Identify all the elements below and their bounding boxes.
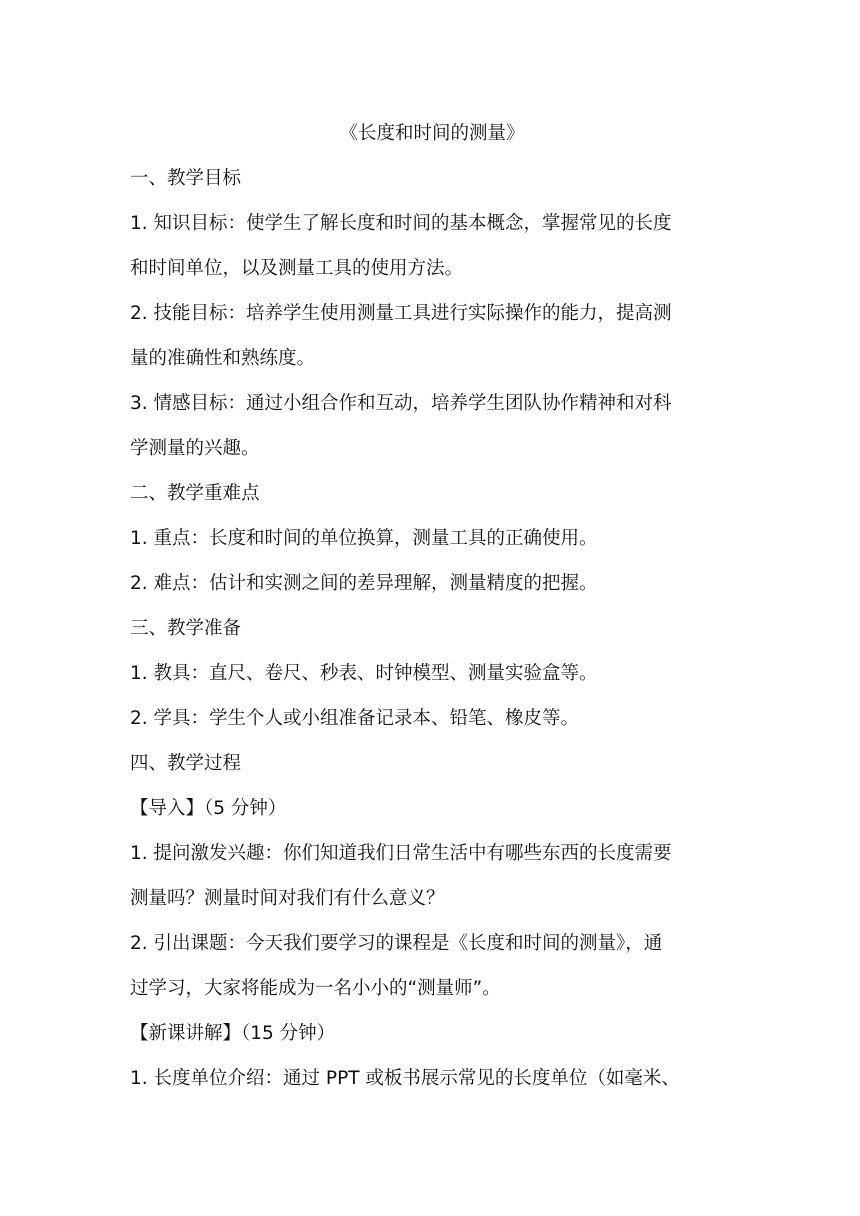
paragraph-line: 3. 情感目标：通过小组合作和互动，培养学生团队协作精神和对科 <box>130 393 672 414</box>
paragraph-line: 2. 难点：估计和实测之间的差异理解，测量精度的把握。 <box>130 573 598 594</box>
section-heading: 三、教学准备 <box>130 618 242 639</box>
document-body <box>130 111 734 1101</box>
paragraph-line: 1. 重点：长度和时间的单位换算，测量工具的正确使用。 <box>130 528 598 549</box>
paragraph-line: 1. 教具：直尺、卷尺、秒表、时钟模型、测量实验盒等。 <box>130 663 598 684</box>
subsection-heading: 【导入】（5 分钟） <box>130 798 287 819</box>
paragraph-line: 2. 引出课题：今天我们要学习的课程是《长度和时间的测量》，通 <box>130 933 663 954</box>
paragraph-line: 1. 长度单位介绍：通过 PPT 或板书展示常见的长度单位（如毫米、 <box>130 1068 680 1089</box>
paragraph-line: 2. 技能目标：培养学生使用测量工具进行实际操作的能力，提高测 <box>130 303 672 324</box>
section-heading: 二、教学重难点 <box>130 483 260 504</box>
paragraph-line: 学测量的兴趣。 <box>130 438 260 459</box>
paragraph-line: 1. 提问激发兴趣：你们知道我们日常生活中有哪些东西的长度需要 <box>130 843 672 864</box>
subsection-heading: 【新课讲解】（15 分钟） <box>130 1023 336 1044</box>
paragraph-line: 测量吗？测量时间对我们有什么意义？ <box>130 888 445 909</box>
paragraph-line: 和时间单位，以及测量工具的使用方法。 <box>130 258 464 279</box>
section-heading: 一、教学目标 <box>130 168 242 189</box>
section-heading: 四、教学过程 <box>130 753 242 774</box>
paragraph-line: 1. 知识目标：使学生了解长度和时间的基本概念，掌握常见的长度 <box>130 213 672 234</box>
paragraph-line: 量的准确性和熟练度。 <box>130 348 316 369</box>
paragraph-line: 2. 学具：学生个人或小组准备记录本、铅笔、橡皮等。 <box>130 708 580 729</box>
document-title: 《长度和时间的测量》 <box>339 123 525 144</box>
paragraph-line: 过学习，大家将能成为一名小小的“测量师”。 <box>130 978 501 999</box>
